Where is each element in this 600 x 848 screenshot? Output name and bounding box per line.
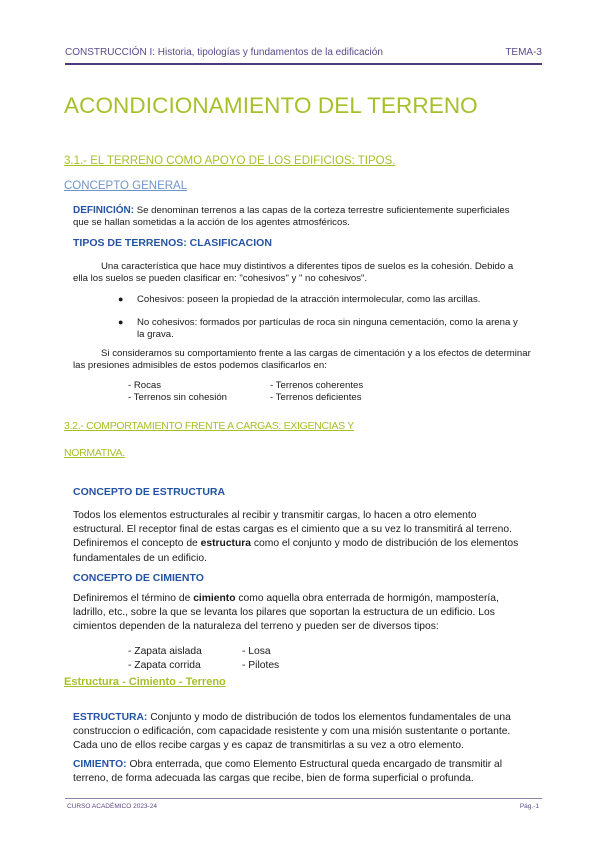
- cimiento-def-1-text: Obra enterrada, que como Elemento Estructural queda encargado de transmitir al: [126, 759, 503, 770]
- list-item: - Terrenos deficientes: [270, 392, 362, 404]
- page-title: ACONDICIONAMIENTO DEL TERRENO: [64, 93, 478, 118]
- cimiento-def-2: terreno, de forma adecuada las cargas que recibe, bien de forma superficial o profunda.: [73, 773, 474, 785]
- cimiento-text-1: [73, 592, 543, 606]
- concepto-estructura-heading: CONCEPTO DE ESTRUCTURA: [73, 486, 226, 498]
- definicion-paragraph: [73, 205, 543, 230]
- footer-course: CURSO ACADÉMICO 2023-24: [67, 803, 157, 810]
- list-item: - Zapata aislada: [128, 646, 202, 657]
- estructura-text-4: fundamentales de un edificio.: [73, 552, 207, 564]
- bullet-icon: ●: [118, 317, 124, 327]
- definicion-label: DEFINICIÓN:: [73, 205, 135, 216]
- clasificacion-list-right: [270, 380, 363, 405]
- list-item: - Terrenos sin cohesión: [128, 392, 228, 404]
- estructura-text-1: Todos los elementos estructurales al recibir y transmitir cargas, lo hacen a otro elemento: [73, 510, 477, 521]
- estructura-def-2: construccion o edificación, com capacidade resistente y com una misión sustentante o portante.: [73, 726, 511, 738]
- estructura-def-1-text: Conjunto y modo de distribución de todos los elementos fundamentales de una: [147, 712, 511, 723]
- cimiento-text-3: cimientos dependen de la naturaleza del terreno y pueden ser de diversos tipos:: [73, 621, 439, 633]
- estructura-term: estructura: [200, 538, 251, 550]
- header-topic: TEMA-3: [505, 47, 542, 58]
- subheading-concepto-general: CONCEPTO GENERAL: [64, 180, 188, 192]
- comportamiento-text-1: Si consideramos su comportamiento frente a las cargas de cimentación y a los efectos de determinar: [101, 348, 531, 359]
- tipos-paragraph: [73, 261, 548, 286]
- estructura-label: ESTRUCTURA:: [73, 712, 148, 723]
- tipos-text-1: Una característica que hace muy distintivos a diferentes tipos de suelos es la cohesión. Debido a: [101, 261, 514, 272]
- comportamiento-paragraph: [73, 348, 548, 373]
- bullet-no-cohesivos-2: la grava.: [137, 329, 174, 341]
- cimiento-text-1c: como aquella obra enterrada de hormigón, mampostería,: [235, 593, 499, 604]
- cimiento-text-1a: Definiremos el término de: [73, 593, 194, 604]
- tipos-text-2: ella los suelos se pueden clasificar en: "cohesivos" y " no cohesivos".: [73, 273, 368, 285]
- comportamiento-text-2: las presiones admisibles de estos podemos clasificarlos en:: [73, 360, 327, 372]
- cimiento-definition: [73, 758, 545, 786]
- estructura-text-3c: como el conjunto y modo de distribución de los elementos: [251, 538, 519, 550]
- cimiento-text-2: ladrillo, etc., sobre la que se levanta los pilares que soportan la estructura de un edificio. Los: [73, 607, 495, 619]
- estructura-def-3: Cada uno de ellos recibe cargas y es capaz de transmitirlas a su vez a otro elemento.: [73, 740, 464, 752]
- bullet-icon: ●: [118, 294, 124, 304]
- concepto-cimiento-heading: CONCEPTO DE CIMIENTO: [73, 572, 204, 584]
- cimiento-label: CIMIENTO:: [73, 759, 127, 770]
- definicion-text-1: Se denominan terrenos a las capas de la corteza terrestre suficientemente superficiales: [134, 205, 510, 216]
- cimiento-term: cimiento: [193, 593, 236, 604]
- estructura-text-3: [73, 537, 543, 551]
- estructura-definition: [73, 711, 545, 754]
- bullet-cohesivos: Cohesivos: poseen la propiedad de la atracción intermolecular, como las arcillas.: [137, 294, 481, 305]
- tipos-terrenos-heading: TIPOS DE TERRENOS: CLASIFICACION: [73, 237, 272, 249]
- list-item: - Terrenos coherentes: [270, 380, 364, 391]
- cimiento-paragraph: [73, 592, 543, 635]
- footer-divider: [65, 798, 542, 799]
- list-item: - Pilotes: [242, 660, 280, 671]
- estructura-def-1: [73, 711, 545, 725]
- section-heading-3-2: 3.2.- COMPORTAMIENTO FRENTE A CARGAS: EXIGENCIAS Y: [64, 420, 354, 432]
- cimiento-tipos-right: [242, 645, 279, 673]
- cimiento-tipos-left: [128, 645, 202, 673]
- definicion-text-2: que se hallan sometidas a la acción de los agentes atmosféricos.: [73, 217, 350, 229]
- bullet-no-cohesivos: [137, 317, 547, 342]
- footer-page-number: Pág.-1: [519, 803, 539, 810]
- header-divider: [65, 63, 542, 65]
- list-item: - Losa: [242, 646, 271, 657]
- estructura-text-2: estructural. El receptor final de estas cargas es el cimiento que a su vez lo transmitirá al terreno.: [73, 524, 512, 536]
- clasificacion-list-left: [128, 380, 227, 405]
- list-item: - Rocas: [128, 380, 162, 391]
- section-heading-3-2-cont: NORMATIVA.: [64, 447, 125, 459]
- page-header: [65, 47, 542, 58]
- estructura-paragraph: [73, 509, 543, 566]
- section-heading-3-1: 3.1.- EL TERRENO COMO APOYO DE LOS EDIFICIOS: TIPOS.: [64, 155, 396, 167]
- header-title: CONSTRUCCIÓN I: Historia, tipologías y fundamentos de la edificación: [65, 47, 383, 58]
- cimiento-def-1: [73, 758, 545, 772]
- estructura-cimiento-terreno-heading: Estructura - Cimiento - Terreno: [64, 676, 226, 688]
- bullet-no-cohesivos-1: No cohesivos: formados por partículas de roca sin ninguna cementación, como la arena y: [137, 317, 518, 328]
- estructura-text-3a: Definiremos el concepto de: [73, 538, 201, 550]
- list-item: - Zapata corrida: [128, 660, 201, 671]
